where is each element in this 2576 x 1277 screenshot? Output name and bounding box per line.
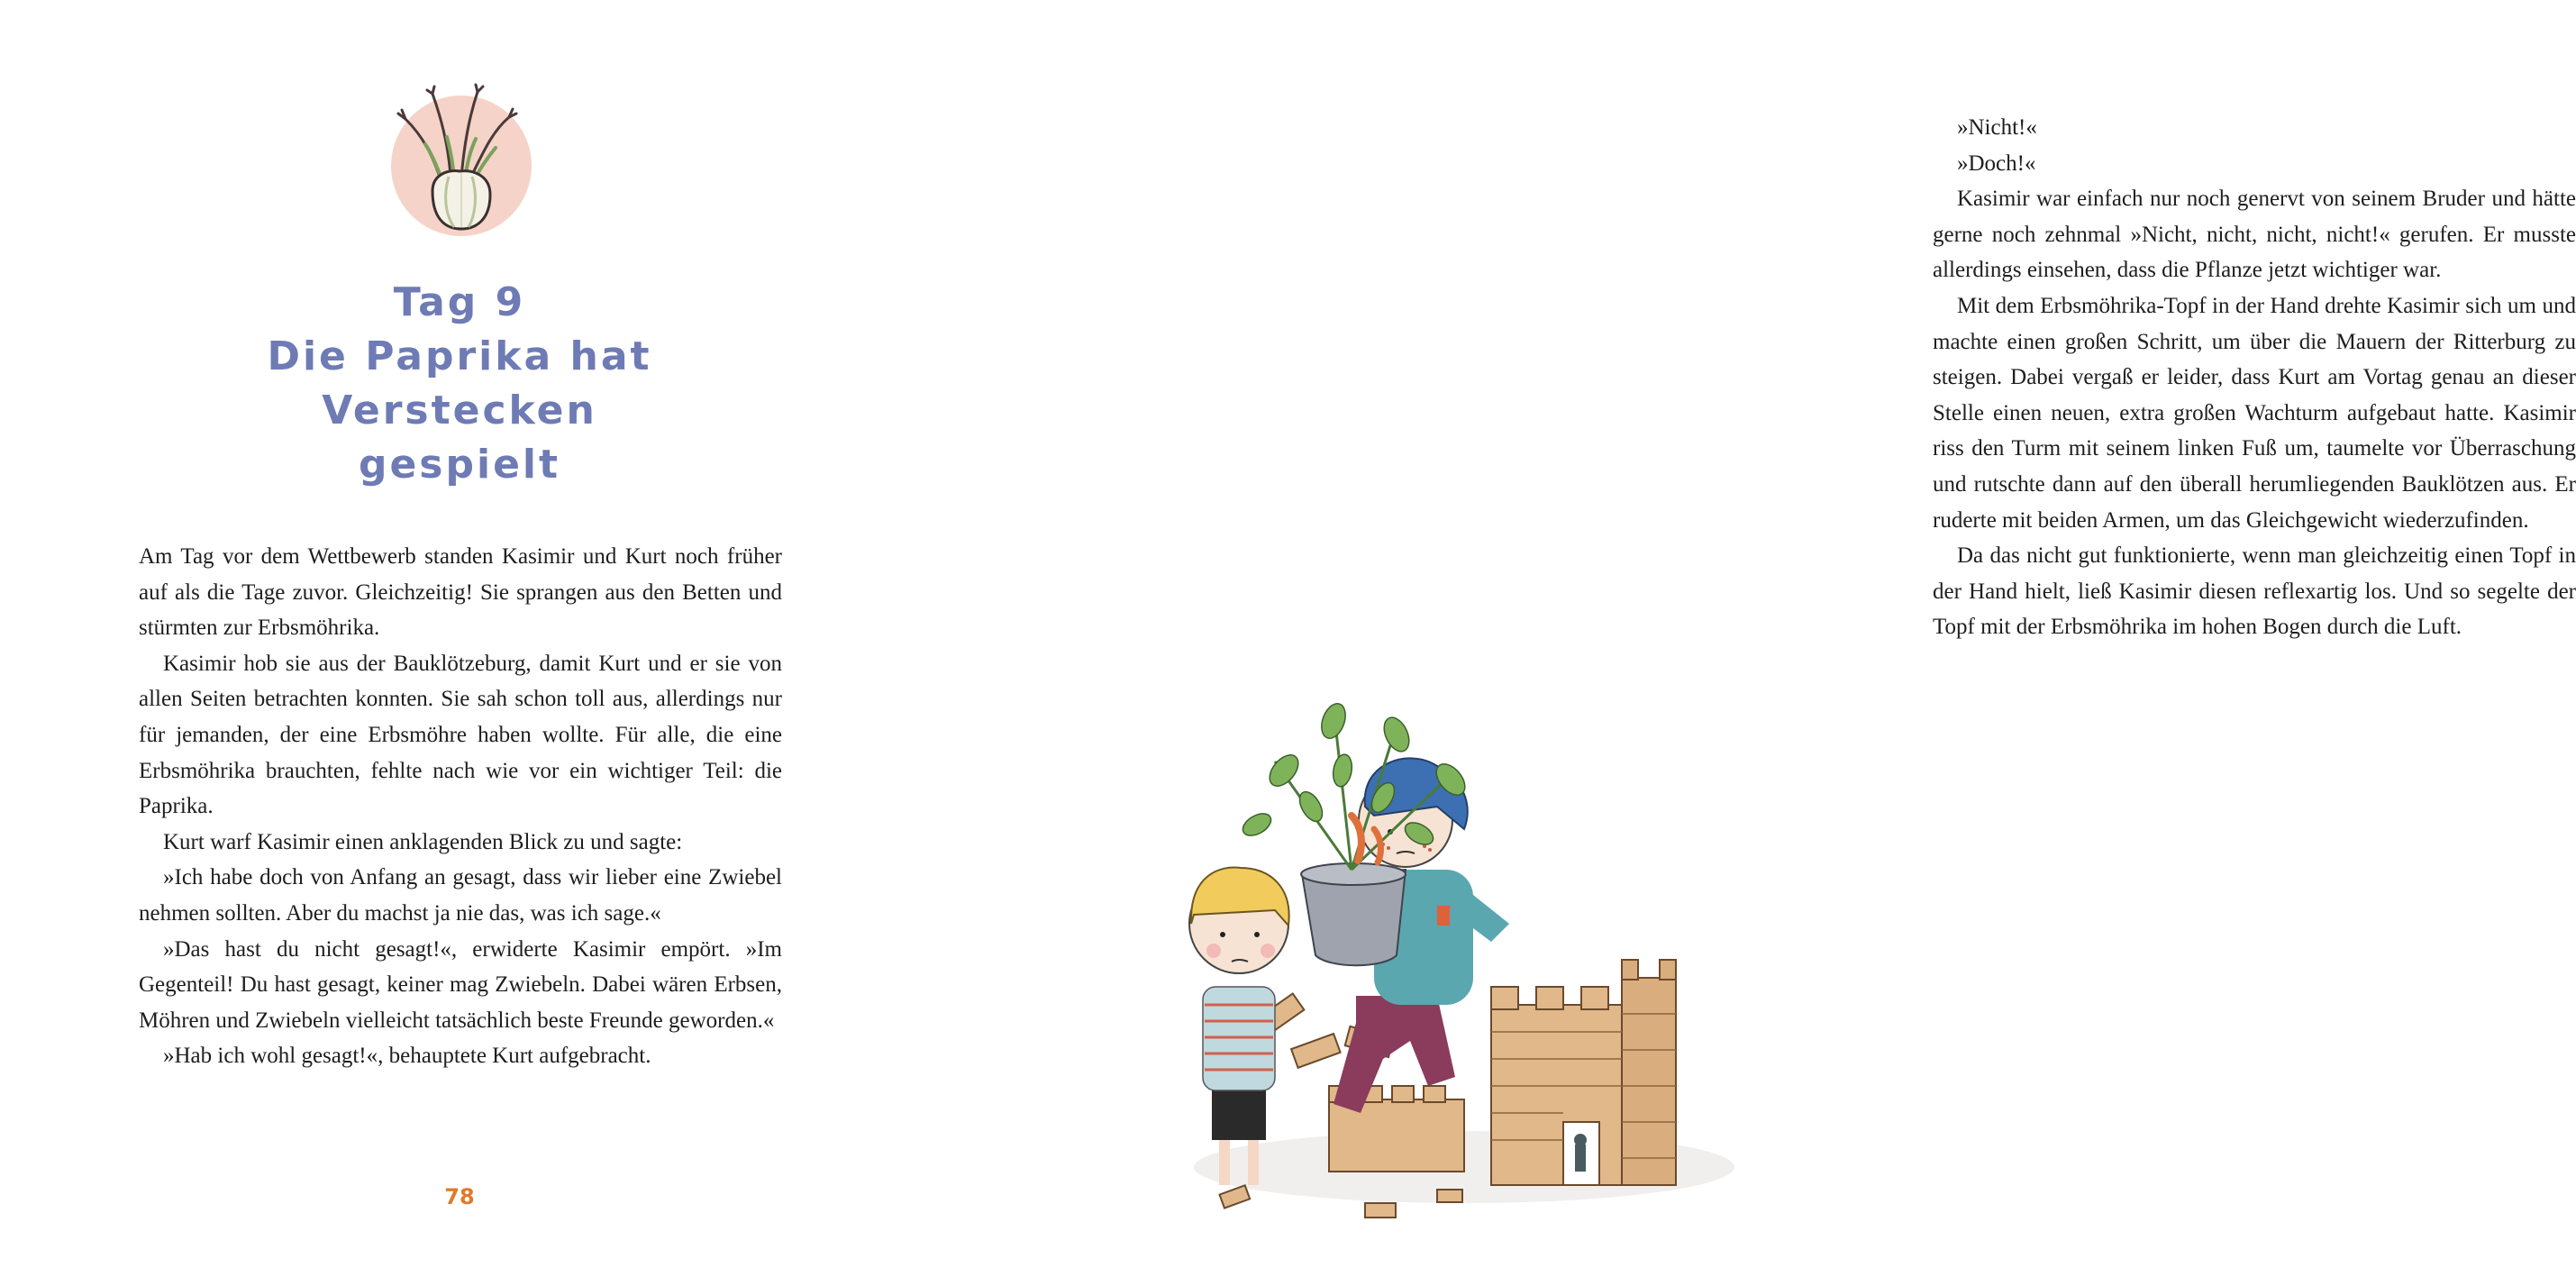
fennel-icon — [378, 83, 541, 236]
paragraph: »Das hast du nicht gesagt!«, erwiderte Kasimir empört. »Im Gegenteil! Du hast gesagt, keiner mag Zwiebeln. Dabei wären Erbsen, Möhren und Zwiebeln vielleicht tatsächlich beste Freunde geworden.« — [139, 936, 782, 1033]
chapter-title — [126, 276, 793, 492]
two-boys-plant-pot-castle-illustration — [1167, 698, 1743, 1221]
paragraph: Kasimir war einfach nur noch genervt von seinem Bruder und hätte gerne noch zehnmal »Nicht, nicht, nicht, nicht!« gerufen. Er musste allerdings einsehen, dass die Pflanze jetzt wichtiger war. — [1933, 187, 2576, 283]
paragraph: Da das nicht gut funktionierte, wenn man gleichzeitig einen Topf in der Hand hielt, ließ Kasimir diesen reflexartig los. Und so segelte der Topf mit der Erbsmöhrika im hohen Bogen durch die Luft. — [1933, 543, 2576, 640]
paragraph: »Nicht!« — [1957, 115, 2037, 140]
kurt-illustration — [1189, 868, 1289, 1185]
chapter-day: Tag 9 — [393, 279, 526, 325]
left-page — [0, 0, 905, 1277]
right-body-text — [1933, 110, 2576, 645]
castle-illustration — [1491, 960, 1676, 1185]
paragraph: Am Tag vor dem Wettbewerb standen Kasimir und Kurt noch früher auf als die Tage zuvor. Gleichzeitig! Sie sprangen aus den Betten und stürmten zur Erbsmöhrika. — [139, 544, 782, 641]
paragraph: Kurt warf Kasimir einen anklagenden Blick zu und sagte: — [163, 829, 683, 854]
paragraph: »Ich habe doch von Anfang an gesagt, dass wir lieber eine Zwiebel nehmen sollten. Aber du machst ja nie das, was ich sage.« — [139, 865, 782, 926]
paragraph: Kasimir hob sie aus der Bauklötzeburg, damit Kurt und er sie von allen Seiten betrachten konnten. Sie sah schon toll aus, allerdings nur für jemanden, der eine Erbsmöhre haben wollte. Für alle, die eine Erbsmöhrika brauchten, fehlte nach wie vor ein wichtiger Teil: die Paprika. — [139, 651, 782, 819]
paragraph: »Hab ich wohl gesagt!«, behauptete Kurt aufgebracht. — [163, 1044, 651, 1069]
chapter-title-line-1: Die Paprika hat Verstecken — [267, 333, 652, 433]
chapter-title-line-2: gespielt — [358, 442, 561, 488]
paragraph: »Doch!« — [1957, 151, 2036, 176]
left-body-text — [139, 539, 782, 1074]
paragraph: Mit dem Erbsmöhrika-Topf in der Hand drehte Kasimir sich um und machte einen großen Schritt, um über die Mauern der Ritterburg zu steigen. Dabei vergaß er leider, dass Kurt am Vortag genau an dieser Stelle einen neuen, extra großen Wachturm aufgebaut hatte. Kasimir riss den Turm mit seinem linken Fuß um, taumelte vor Überraschung und rutschte dann auf den überall herumliegenden Bauklötzen aus. Er ruderte mit beiden Armen, um das Gleichgewicht wiederzufinden. — [1933, 293, 2576, 533]
page-number: 78 — [444, 1184, 475, 1209]
